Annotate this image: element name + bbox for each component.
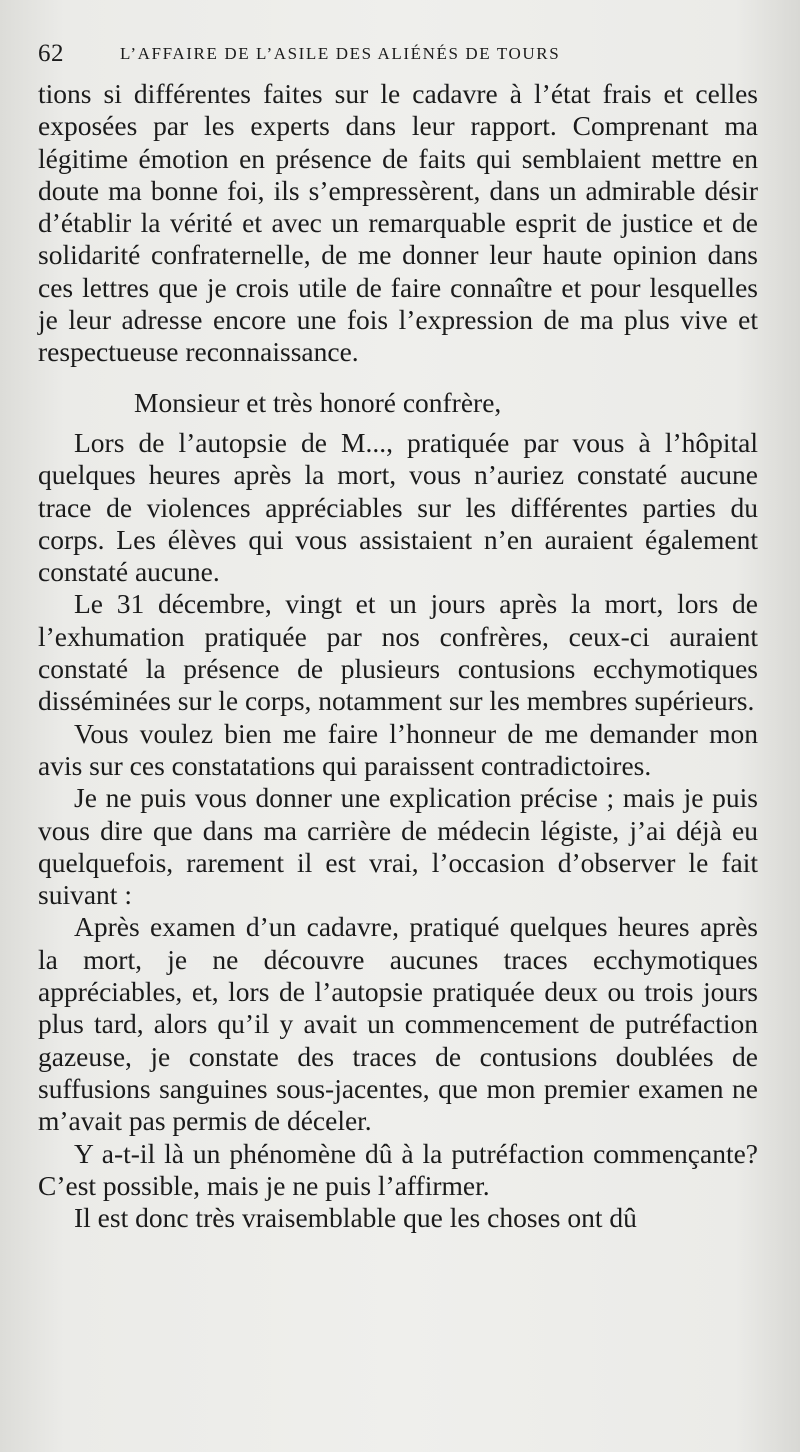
paragraph-explanation: Je ne puis vous donner une explication précise ; mais je puis vous dire que dans ma carrière de médecin légiste, j’ai déjà eu quelquefois, rarement il est vrai, l’occasion d’observer le fait suivant : [38, 782, 758, 911]
letter-salutation: Monsieur et très honoré confrère, [134, 386, 502, 418]
paragraph-autopsy: Lors de l’autopsie de M..., pratiquée par vous à l’hôpital quelques heures après la mort, vous n’auriez constaté aucune trace de violences appréciables sur les différentes parties du corps. Les élèves qui vous assistaient n’en auraient également constaté aucune. [38, 426, 758, 588]
running-title: L’AFFAIRE DE L’ASILE DES ALIÉNÉS DE TOURS [120, 44, 561, 63]
paragraph-conclusion: Il est donc très vraisemblable que les choses ont dû [74, 1202, 637, 1234]
paragraph-question: Y a-t-il là un phénomène dû à la putréfaction commençante? C’est possible, mais je ne puis l’affirmer. [38, 1137, 758, 1201]
paragraph-observation: Après examen d’un cadavre, pratiqué quelques heures après la mort, je ne découvre aucunes traces ecchymotiques appréciables, et, lors de l’autopsie pratiquée deux ou trois jours plus tard, alors qu’il y avait un commencement de putréfaction gazeuse, je constate des traces de contusions doublées de suffusions sanguines sous-jacentes, que mon premier examen ne m’avait pas permis de déceler. [38, 911, 758, 1137]
paragraph-request: Vous voulez bien me faire l’honneur de me demander mon avis sur ces constatations qui paraissent contradictoires. [38, 717, 758, 781]
page-number: 62 [38, 40, 64, 67]
body-text [38, 78, 758, 1234]
paragraph-intro: tions si différentes faites sur le cadavre à l’état frais et celles exposées par les experts dans leur rapport. Comprenant ma légitime émotion en présence de faits qui semblaient mettre en doute ma bonne foi, ils s’empressèrent, dans un admirable désir d’établir la vérité et avec un remarquable esprit de justice et de solidarité confraternelle, de me donner leur haute opinion dans ces lettres que je crois utile de faire connaître et pour lesquelles je leur adresse encore une fois l’expression de ma plus vive et respectueuse reconnaissance. [38, 78, 758, 368]
page-header [38, 40, 758, 70]
paragraph-exhumation: Le 31 décembre, vingt et un jours après la mort, lors de l’exhumation pratiquée par nos confrères, ceux-ci auraient constaté la présence de plusieurs contusions ecchymotiques disséminées sur le corps, notamment sur les membres supérieurs. [38, 588, 758, 717]
